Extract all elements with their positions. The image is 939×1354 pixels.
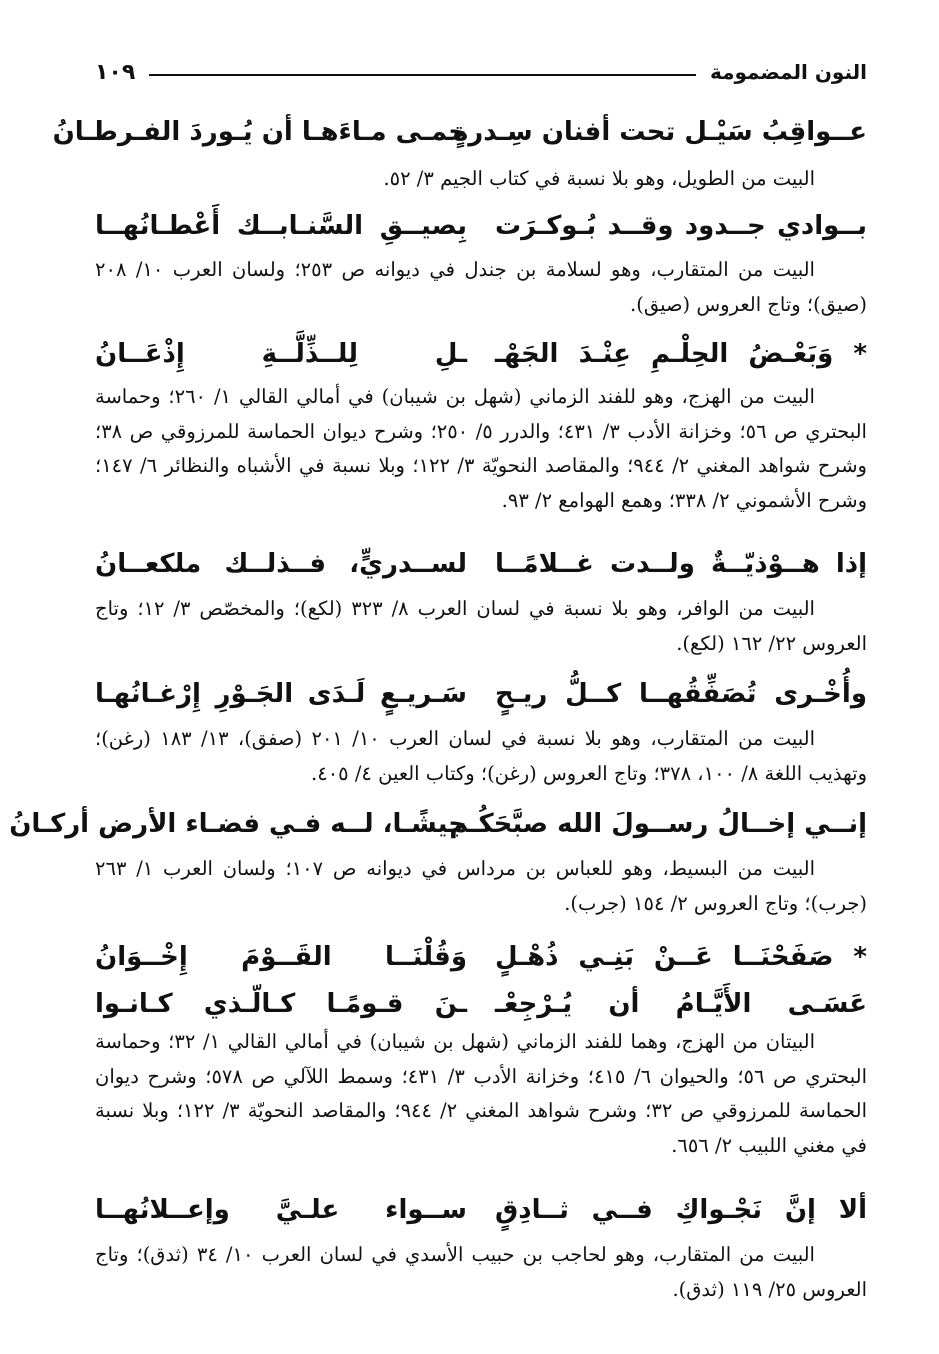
verse-first-hemistich: * صَفَحْنَــا عَــنْ بَنِـي ذُهْـلٍ <box>495 942 867 972</box>
verse-line <box>95 204 867 248</box>
header-rule <box>149 74 696 76</box>
verse-line <box>9 802 867 846</box>
verse-note: البيت من الوافر، وهو بلا نسبة في لسان العرب ٨/ ٣٢٣ (لكع)؛ والمخصّص ٣/ ١٢؛ وتاج العروس ٢٢/ ١٦٢ (لكع). <box>95 597 867 655</box>
chapter-title: النون المضمومة <box>709 60 867 84</box>
verse-first-hemistich: عــواقِبُ سَيْـل تحت أفنان سِـدرةٍ <box>452 117 867 147</box>
verse-first-hemistich: وأُخْـرى تُصَفِّقُهــا كــلُّ ريـحٍ <box>495 679 867 709</box>
verse-line <box>95 982 867 1026</box>
verse-note: البيتان من الهزج، وهما للفند الزماني (شهل بن شيبان) في أمالي القالي ١/ ٣٢؛ وحماسة البحتري ص ٥٦؛ والحيوان ٦/ ٤١٥؛ وخزانة الأدب ٣/ ٤٣١؛ وسمط اللآلي ص ٥٧٨؛ وشرح ديوان الحماسة للمرزوقي ص ٣٢؛ وشرح شواهد المغني ٢/ ٩٤٤؛ والمقاصد النحويّة ٣/ ١٢٢؛ وبلا نسبة في مغني اللبيب ٢/ ٦٥٦. <box>95 1030 868 1157</box>
verse-first-hemistich: ألا إنَّ نَجْـواكِ فــي ثــادِقٍ <box>495 1195 867 1225</box>
verse-second-hemistich: جيشًـا، لــه فـي فضـاء الأرض أركـانُ <box>9 809 467 839</box>
verse-line <box>95 542 867 586</box>
verse-first-hemistich: عَسَـى الأَيَّـامُ أن يُـرْجِعْـ <box>495 989 867 1019</box>
verse-second-hemistich: ـلِ لِلــذِّلَّــةِ إِذْعَــانُ <box>95 339 467 369</box>
verse-note: البيت من الهزج، وهو للفند الزماني (شهل بن شيبان) في أمالي القالي ١/ ٢٦٠؛ وحماسة البحتري ص ٥٦؛ وخزانة الأدب ٣/ ٤٣١؛ والدرر ٥/ ٢٥٠؛ وشرح ديوان الحماسة للمرزوقي ص ٣٨؛ وشرح شواهد المغني ٢/ ٩٤٤؛ والمقاصد النحويّة ٣/ ١٢٢؛ وبلا نسبة في الأشباه والنظائر ٦/ ١٤٧؛ وشرح الأشموني ٢/ ٣٣٨؛ وهمع الهوامع ٢/ ٩٣. <box>95 385 867 512</box>
verse-second-hemistich: وَقُلْنَــا القَــوْمَ إِخْــوَانُ <box>95 942 467 972</box>
verse-second-hemistich: سَـريـعٍ لَـدَى الجَـوْرِ إِرْغـانُهـا <box>95 679 467 709</box>
verse-second-hemistich: لســدريٍّ، فــذلــك ملكعــانُ <box>95 549 467 579</box>
verse-note: البيت من الطويل، وهو بلا نسبة في كتاب الجيم ٣/ ٥٢. <box>383 167 815 190</box>
verse-second-hemistich: ســواء علـيَّ وإعــلانُهــا <box>95 1195 467 1225</box>
verse-note: البيت من البسيط، وهو للعباس بن مرداس في ديوانه ص ١٠٧؛ ولسان العرب ١/ ٢٦٣ (جرب)؛ وتاج العروس ٢/ ١٥٤ (جرب). <box>95 857 867 915</box>
verse-second-hemistich: بِصيــقِ السَّنـابــك أَعْطـانُهــا <box>95 211 467 241</box>
page-header <box>95 56 867 88</box>
verse-line <box>52 110 867 154</box>
verse-second-hemistich: حمـى مـاءَهـا أن يُـوردَ الفـرطـانُ <box>52 117 467 147</box>
verse-second-hemistich: ـنَ قـومًـا كـالّـذي كـانـوا <box>95 989 467 1019</box>
verse-note: البيت من المتقارب، وهو لحاجب بن حبيب الأسدي في لسان العرب ١٠/ ٣٤ (ثدق)؛ وتاج العروس ٢٥/ ١١٩ (ثدق). <box>95 1243 867 1301</box>
page-number: ١٠٩ <box>95 59 136 85</box>
verse-line <box>95 332 867 376</box>
verse-line <box>95 935 867 979</box>
verse-note: البيت من المتقارب، وهو بلا نسبة في لسان العرب ١٠/ ٢٠١ (صفق)، ١٣/ ١٨٣ (رغن)؛ وتهذيب اللغة ٨/ ١٠٠، ٣٧٨؛ وتاج العروس (رغن)؛ وكتاب العين ٤/ ٤٠٥. <box>95 727 867 785</box>
verse-line <box>95 672 867 716</box>
verse-first-hemistich: إنــي إخــالُ رســولَ الله صبَّحَكُـم <box>449 809 867 839</box>
verse-first-hemistich: إذا هــوْذيّــةٌ ولــدت غــلامًــا <box>495 549 867 579</box>
verse-line <box>95 1188 867 1232</box>
verse-first-hemistich: * وَبَعْـضُ الحِلْـمِ عِنْـدَ الجَهْـ <box>495 339 867 369</box>
verse-note: البيت من المتقارب، وهو لسلامة بن جندل في ديوانه ص ٢٥٣؛ ولسان العرب ١٠/ ٢٠٨ (صيق)؛ وتاج العروس (صيق). <box>95 258 867 316</box>
verse-first-hemistich: بــوادي جــدود وقــد بُـوكـرَت <box>495 211 867 241</box>
